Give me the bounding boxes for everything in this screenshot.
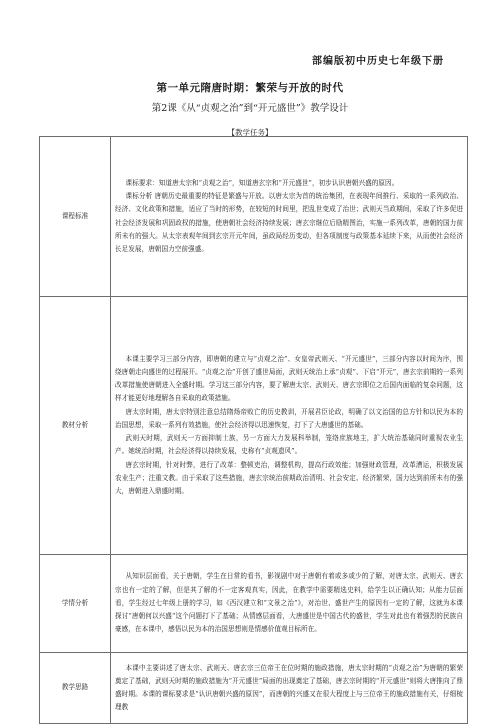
paragraph: 武则天时期，武则天一方面抑制士族，另一方面大力发展科举制，笼络庶族地主，扩大统治基础同时重视农业生产。她统治时期，社会经济得以持续发展，史称有“贞观遗风”。 xyxy=(115,434,463,456)
row-label: 课程标准 xyxy=(40,137,111,297)
row-content xyxy=(111,555,468,653)
paragraph: 唐玄宗时期，针对时弊，进行了改革：整顿吏治，调整机构，提高行政效能；加强财政管理，改革漕运，积极发展农业生产；注重文教。由于采取了这些措施，唐玄宗统治前期政治清明、社会安定、经济繁荣，国力达到前所未有的强大，唐朝进入鼎盛时期。 xyxy=(115,460,463,495)
paragraph: 本课中主要讲述了唐太宗、武则天、唐玄宗三位帝王在位时期的施政措施，唐太宗时期的“贞观之治”为唐朝的繁荣奠定了基础，武则天时期的施政措施为“开元盛世”局面的出现奠定了基础，唐玄宗时期的“开元盛世”则将大唐推向了鼎盛时期。本课的课标要求是“认识唐朝兴盛的原因”，而唐朝的兴盛又在很大程度上与三位帝王的施政措施有关，仔细梳理教 xyxy=(115,663,463,712)
lesson-title: 第2课《从“贞观之治”到“开元盛世”》教学设计 xyxy=(151,103,349,114)
paragraph: 课标分析 唐朝历史最重要的特征是繁盛与开放。以唐太宗为首的统治集团，在表现年间推行、采取的一系列政治、经济、文化政策和措施，适应了当时的形势，在较短的时间里，把乱世变成了治世；武则天当政期间，采取了许多促进社会经济发展和巩固政权的措施，使唐朝社会经济持续发展；唐玄宗继位后励精图治，实施一系列改革，唐朝的国力前所未有的强大。从太宗表观年间到玄宗开元年间，虽政局经历变动，但各项制度与政策基本延续下来，从而使社会经济长足发展，唐朝国力空前强盛。 xyxy=(115,192,463,253)
table-row xyxy=(40,297,468,555)
row-label: 教材分析 xyxy=(40,297,111,555)
book-header: 部编版初中历史七年级下册 xyxy=(312,56,444,67)
table-row xyxy=(40,653,468,724)
table-row xyxy=(40,137,468,297)
paragraph: 从知识层面看，关于唐朝，学生在日常的看书，影视剧中对于唐朝有着或多或少的了解，对唐太宗、武则天、唐玄宗也有一定的了解，但是其了解的不一定客观真实，因此，在教学中需要精选史料，给学生以正确认知；从能力层面看，学生经过七年级上册的学习，如《西汉建立和“文景之治”》，对治世、盛世产生的原因有一定的了解，这就为本课探讨“唐朝何以兴盛“这个问题打下了基础；从情感层面看，大唐盛世是中国古代的盛世，学生对此也有着强烈的民族自豪感，在本课中，感悟以民为本的治国思想则是情感价值观目标所在。 xyxy=(115,572,463,634)
table-row xyxy=(40,555,468,653)
row-content xyxy=(111,653,468,724)
paragraph: 唐太宗时期，唐太宗特别注意总结隋炀帝败亡的历史教训，开展君臣论政，明确了以文治国的总方针和以民为本的治国思想，采取一系列有效措施，使社会经济得以迅速恢复，打下了大唐盛世的基础。 xyxy=(115,407,463,429)
row-label: 学情分析 xyxy=(40,555,111,653)
section-heading: 【教学任务】 xyxy=(227,128,273,137)
paragraph: 课标要求：知道唐太宗和“贞观之治”，知道唐玄宗和“开元盛世”，初步认识唐朝兴盛的原因。 xyxy=(125,178,399,187)
row-content xyxy=(111,137,468,297)
unit-title: 第一单元隋唐时期：繁荣与开放的时代 xyxy=(156,82,344,94)
teaching-plan-table xyxy=(39,136,468,724)
paragraph: 本课主要学习三部分内容，即唐朝的建立与“贞观之治”、女皇帝武则天、“开元盛世”，三部分内容以时间为序，围绕唐朝走向盛世的过程展开。“贞观之治”开创了盛世局面，武则天统治上承“贞观”、下启“开元”，唐玄宗前期的一系列改革措施使唐朝进入全盛时期。学习这三部分内容，要了解唐太宗、武则天、唐玄宗即位之后国内面临的复杂问题，这样才能更好地理解各自采取的政策措施。 xyxy=(115,354,463,403)
row-content xyxy=(111,297,468,555)
row-label: 教学思路 xyxy=(40,653,111,724)
